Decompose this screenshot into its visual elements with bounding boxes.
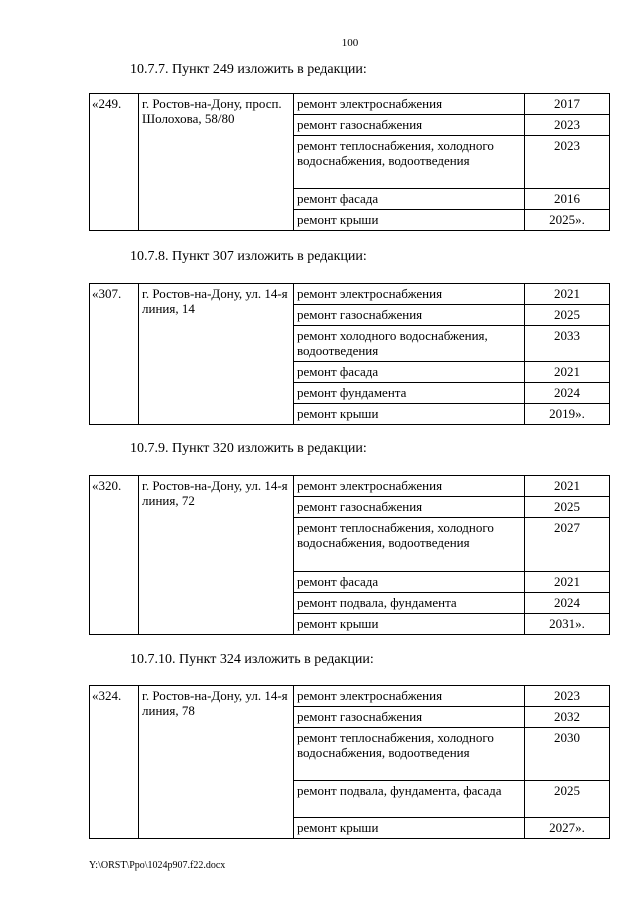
- work-type: ремонт теплоснабжения, холодного водоснабжения, водоотведения: [294, 518, 525, 572]
- work-type: ремонт газоснабжения: [294, 305, 525, 326]
- work-type: ремонт газоснабжения: [294, 497, 525, 518]
- work-type: ремонт подвала, фундамента, фасада: [294, 781, 525, 818]
- year: 2021: [525, 476, 610, 497]
- section-heading: 10.7.8. Пункт 307 изложить в редакции:: [130, 249, 367, 264]
- work-type: ремонт газоснабжения: [294, 707, 525, 728]
- year: 2024: [525, 593, 610, 614]
- year: 2021: [525, 284, 610, 305]
- year: 2027».: [525, 818, 610, 839]
- item-number: «320.: [90, 476, 139, 635]
- work-type: ремонт крыши: [294, 614, 525, 635]
- section-heading: 10.7.9. Пункт 320 изложить в редакции:: [130, 441, 367, 456]
- work-type: ремонт фундамента: [294, 383, 525, 404]
- year: 2017: [525, 94, 610, 115]
- table-row: [90, 284, 610, 305]
- amendment-table: [89, 475, 610, 635]
- year: 2023: [525, 686, 610, 707]
- work-type: ремонт подвала, фундамента: [294, 593, 525, 614]
- year: 2027: [525, 518, 610, 572]
- address: г. Ростов-на-Дону, ул. 14-я линия, 72: [139, 476, 294, 635]
- file-path-footer: Y:\ORST\Ppo\1024p907.f22.docx: [89, 860, 226, 871]
- work-type: ремонт газоснабжения: [294, 115, 525, 136]
- year: 2019».: [525, 404, 610, 425]
- amendment-table: [89, 93, 610, 231]
- year: 2023: [525, 136, 610, 189]
- section-heading: 10.7.7. Пункт 249 изложить в редакции:: [130, 62, 367, 77]
- work-type: ремонт фасада: [294, 572, 525, 593]
- year: 2016: [525, 189, 610, 210]
- year: 2025: [525, 781, 610, 818]
- work-type: ремонт электроснабжения: [294, 94, 525, 115]
- work-type: ремонт холодного водоснабжения, водоотведения: [294, 326, 525, 362]
- year: 2025: [525, 497, 610, 518]
- year: 2025: [525, 305, 610, 326]
- work-type: ремонт фасада: [294, 189, 525, 210]
- work-type: ремонт электроснабжения: [294, 686, 525, 707]
- address: г. Ростов-на-Дону, ул. 14-я линия, 14: [139, 284, 294, 425]
- work-type: ремонт крыши: [294, 210, 525, 231]
- year: 2024: [525, 383, 610, 404]
- year: 2030: [525, 728, 610, 781]
- address: г. Ростов-на-Дону, ул. 14-я линия, 78: [139, 686, 294, 839]
- year: 2033: [525, 326, 610, 362]
- item-number: «324.: [90, 686, 139, 839]
- work-type: ремонт теплоснабжения, холодного водоснабжения, водоотведения: [294, 728, 525, 781]
- section-heading: 10.7.10. Пункт 324 изложить в редакции:: [130, 652, 374, 667]
- address: г. Ростов-на-Дону, просп. Шолохова, 58/80: [139, 94, 294, 231]
- work-type: ремонт теплоснабжения, холодного водоснабжения, водоотведения: [294, 136, 525, 189]
- item-number: «307.: [90, 284, 139, 425]
- amendment-table: [89, 283, 610, 425]
- amendment-table: [89, 685, 610, 839]
- year: 2021: [525, 572, 610, 593]
- table-row: [90, 686, 610, 707]
- table-row: [90, 94, 610, 115]
- table-row: [90, 476, 610, 497]
- work-type: ремонт крыши: [294, 404, 525, 425]
- year: 2032: [525, 707, 610, 728]
- work-type: ремонт крыши: [294, 818, 525, 839]
- page-number: 100: [341, 37, 359, 49]
- year: 2025».: [525, 210, 610, 231]
- year: 2031».: [525, 614, 610, 635]
- year: 2023: [525, 115, 610, 136]
- work-type: ремонт электроснабжения: [294, 476, 525, 497]
- work-type: ремонт фасада: [294, 362, 525, 383]
- work-type: ремонт электроснабжения: [294, 284, 525, 305]
- item-number: «249.: [90, 94, 139, 231]
- year: 2021: [525, 362, 610, 383]
